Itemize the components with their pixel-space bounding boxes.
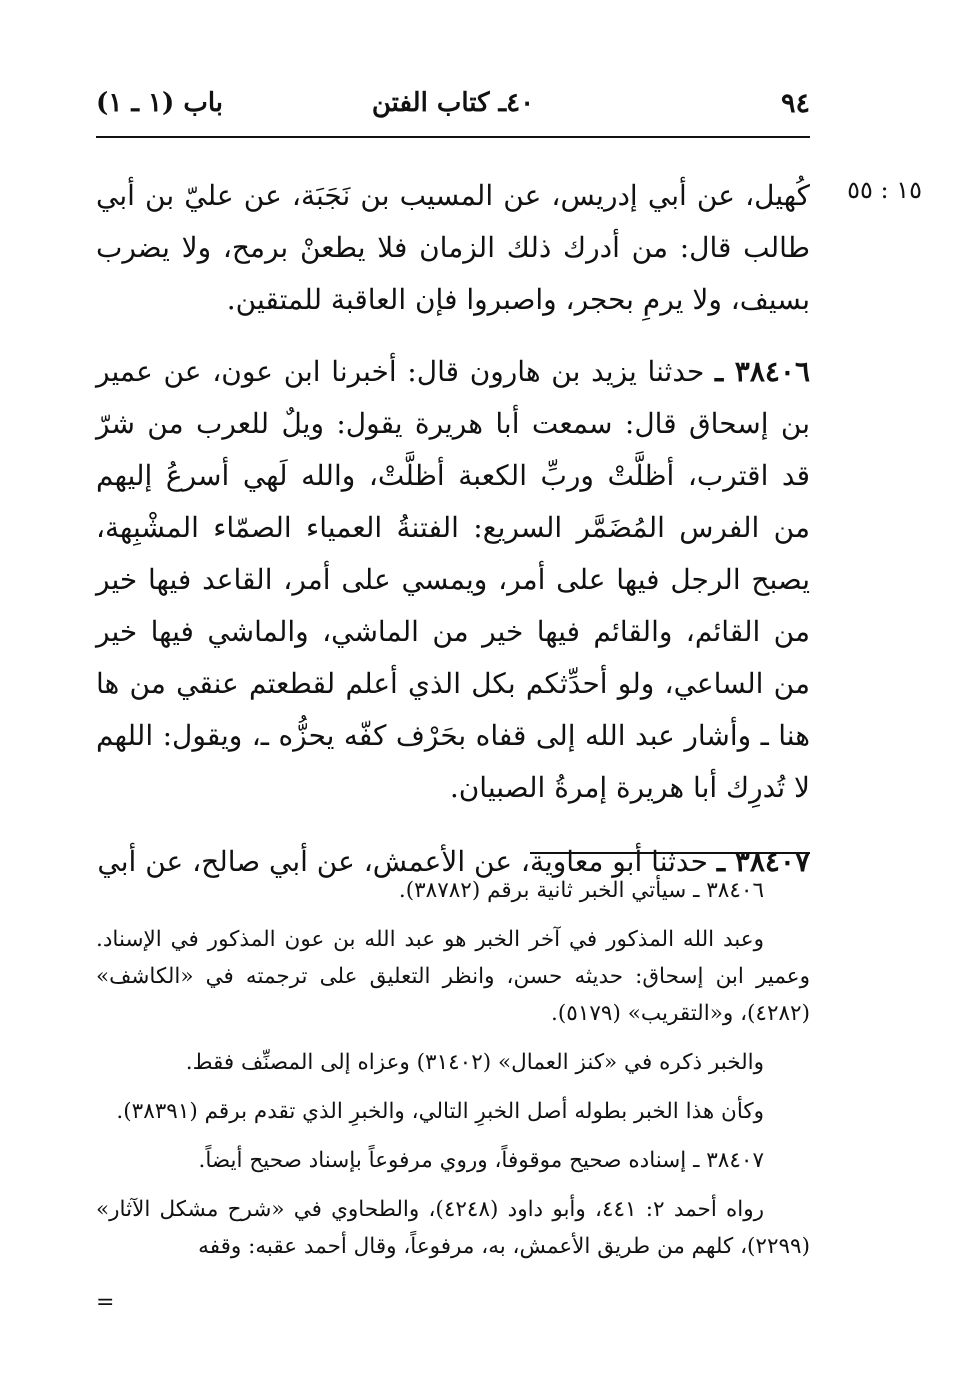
footnote-paragraph: رواه أحمد ٢: ٤٤١، وأبو داود (٤٢٤٨)، والطحاوي في «شرح مشكل الآثار» (٢٢٩٩)، كلهم من طريق الأعمش، به، مرفوعاً، وقال أحمد عقبه: وقفه <box>96 1197 810 1259</box>
hadith-number: ٣٨٤٠٧ ـ <box>716 845 810 878</box>
footnote-text: سيأتي الخبر ثانية برقم (٣٨٧٨٢). <box>398 878 694 903</box>
continuation-mark: = <box>96 1290 115 1315</box>
page-number: ٩٤ <box>780 88 810 119</box>
chapter-title: باب (١ ـ ١) <box>96 88 223 118</box>
footnote-divider <box>530 852 810 854</box>
footnote-number: ٣٨٤٠٧ ـ <box>693 1148 764 1173</box>
book-title: ٤٠ـ كتاب الفتن <box>371 88 535 118</box>
footnote-38407 <box>96 1142 810 1179</box>
margin-reference: ١٥ : ٥٥ <box>847 176 922 204</box>
hadith-text: حدثنا أبو معاوية، عن الأعمش، عن أبي صالح، عن أبي <box>97 845 717 878</box>
footnote-number: ٣٨٤٠٦ ـ <box>693 878 764 903</box>
hadith-number: ٣٨٤٠٦ ـ <box>715 355 810 388</box>
header-divider <box>96 136 810 138</box>
footnote-paragraph: والخبر ذكره في «كنز العمال» (٣١٤٠٢) وعزاه إلى المصنِّف فقط. <box>185 1050 764 1075</box>
paragraph-1-text: كُهيل، عن أبي إدريس، عن المسيب بن نَجَبَة، عن عليّ بن أبي طالب قال: من أدرك ذلك الزمان فلا يطعنْ برمح، ولا يضرب بسيف، ولا يرمِ بحجر، واصبروا فإن العاقبة للمتقين. <box>96 179 811 316</box>
hadith-38406 <box>96 346 810 814</box>
footnote-38406 <box>96 872 810 909</box>
footnote-paragraph: وكأن هذا الخبر بطوله أصل الخبرِ التالي، والخبرِ الذي تقدم برقم (٣٨٣٩١). <box>116 1099 764 1124</box>
hadith-text: حدثنا يزيد بن هارون قال: أخبرنا ابن عون، عن عمير بن إسحاق قال: سمعت أبا هريرة يقول: ويلٌ للعرب من شرّ قد اقترب، أظلَّتْ وربِّ الكعبة أظلَّتْ، والله لَهي أسرعُ إليهم من الفرس المُضَمَّر السريع: الفتنةُ العمياء الصمّاء المشْبِهة، يصبح الرجل فيها على أمر، ويمسي على أمر، القاعد فيها خير من القائم، والقائم فيها خير من الماشي، والماشي فيها خير من الساعي، ولو أحدِّثكم بكل الذي أعلم لقطعتم عنقي من ها هنا ـ وأشار عبد الله إلى قفاه بحَرْف كفّه يحزُّه ـ، ويقول: اللهم لا تُدرِك أبا هريرة إمرةُ الصبيان. <box>96 355 810 804</box>
footnote-paragraph: وعبد الله المذكور في آخر الخبر هو عبد الله بن عون المذكور في الإسناد. وعمير ابن إسحاق: حديثه حسن، وانظر التعليق على ترجمته في «الكاشف» (٤٢٨٢)، و«التقريب» (٥١٧٩). <box>96 927 810 1026</box>
main-text <box>96 170 810 888</box>
footnotes <box>96 872 810 1265</box>
paragraph-1 <box>96 170 810 326</box>
page-header <box>96 88 810 124</box>
footnote-text: إسناده صحيح موقوفاً، وروي مرفوعاً بإسناد صحيح أيضاً. <box>198 1148 694 1173</box>
